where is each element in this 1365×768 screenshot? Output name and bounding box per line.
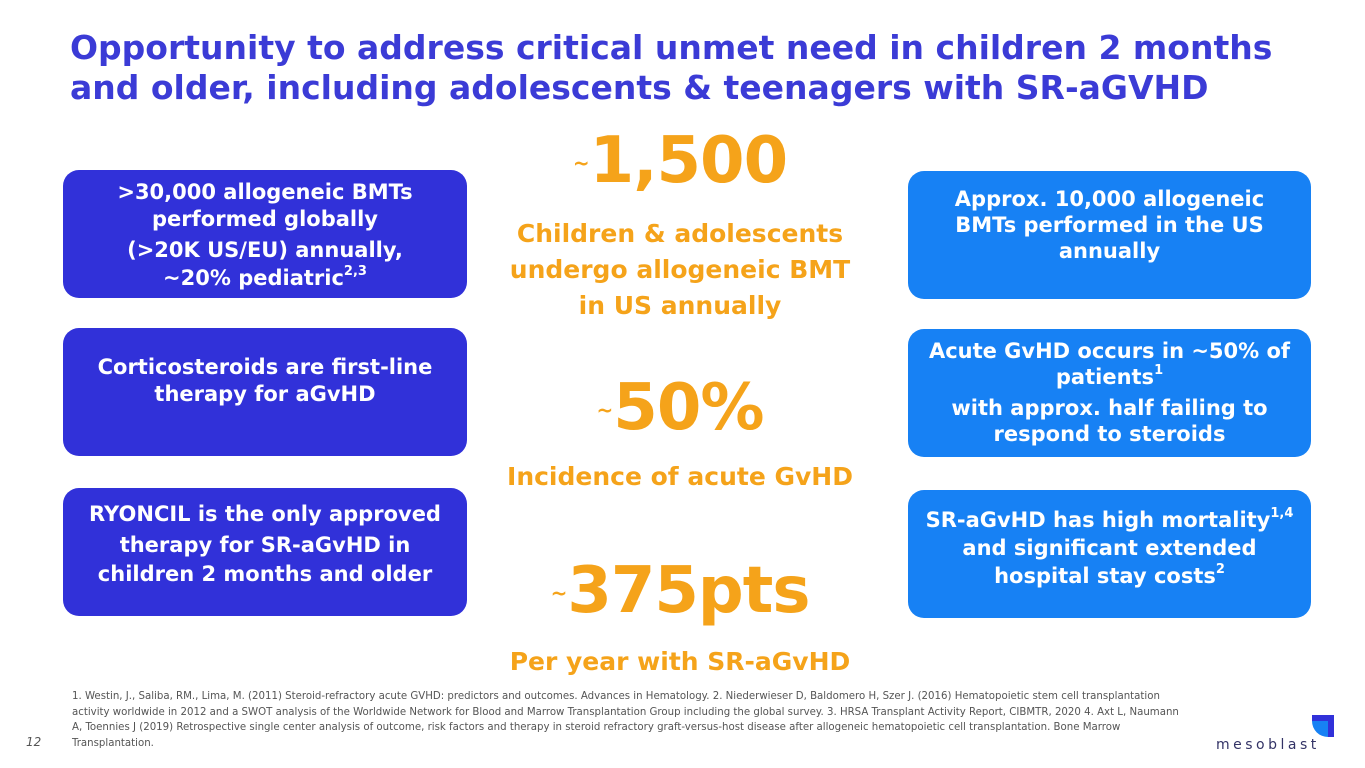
fact-box-mortality xyxy=(908,490,1311,618)
fact-line xyxy=(922,363,1297,392)
fact-line: with approx. half failing to xyxy=(951,396,1268,420)
fact-text: SR-aGvHD has high mortality xyxy=(925,508,1271,532)
fact-box-acute-gvhd xyxy=(908,329,1311,457)
fact-line: Corticosteroids are first-line xyxy=(97,355,433,379)
fact-line xyxy=(922,562,1297,591)
footnote-ref: 2,3 xyxy=(343,264,367,279)
logo-wordmark: mesoblast xyxy=(1216,737,1320,753)
fact-box-bmts-global xyxy=(63,170,467,298)
fact-text: ~20% pediatric xyxy=(163,266,344,290)
footnotes: 1. Westin, J., Saliba, RM., Lima, M. (2011) Steroid-refractory acute GVHD: predictors and outcomes. Advances in Hematology. 2. Niederwieser D, Baldomero H, Szer J. (2016) Hematopoietic stem cell transplantation activity worldwide in 2012 and a SWOT analysis of the Worldwide Network for Blood and Marrow Transplantation Group including the global survey. 3. HRSA Transplant Activity Report, CIBMTR, 2020 4. Axt L, Naumann A, Toennies J (2019) Retrospective single center analysis of outcome, risk factors and therapy in steroid refractory graft-versus-host disease after allogeneic hematopoietic cell transplantation. Bone Marrow Transplantation. xyxy=(72,691,1179,749)
stat-desc-line: Per year with SR-aGvHD xyxy=(509,647,851,676)
fact-line xyxy=(922,506,1297,535)
stat-value: 1,500 xyxy=(589,124,788,198)
fact-line: Acute GvHD occurs in ~50% of xyxy=(928,339,1291,363)
stat-1500 xyxy=(497,125,863,197)
fact-line: (>20K US/EU) annually, xyxy=(127,238,403,262)
fact-line: therapy for SR-aGvHD in xyxy=(119,533,411,557)
stat-50-percent-description xyxy=(497,459,863,495)
stat-desc-line: Incidence of acute GvHD xyxy=(507,462,853,491)
stat-desc-line: undergo allogeneic BMT xyxy=(509,255,851,284)
footnote-ref: 1,4 xyxy=(1270,506,1294,521)
stat-value: 50% xyxy=(613,371,764,445)
stat-1500-description xyxy=(497,216,863,324)
fact-box-bmts-us xyxy=(908,171,1311,299)
mesoblast-logo xyxy=(1216,715,1336,755)
fact-text: patients xyxy=(1055,365,1155,389)
fact-line: children 2 months and older xyxy=(97,562,433,586)
fact-line: >30,000 allogeneic BMTs xyxy=(117,180,413,204)
fact-line: annually xyxy=(1058,239,1161,263)
tilde: ~ xyxy=(550,581,568,605)
stat-375pts-description xyxy=(497,644,863,680)
fact-line xyxy=(77,264,453,293)
fact-line: Approx. 10,000 allogeneic xyxy=(954,187,1265,211)
stat-50-percent xyxy=(497,372,863,444)
stat-375pts xyxy=(497,555,863,627)
fact-line: BMTs performed in the US xyxy=(955,213,1264,237)
fact-box-corticosteroids xyxy=(63,328,467,456)
fact-line: RYONCIL is the only approved xyxy=(89,502,441,526)
tilde: ~ xyxy=(596,398,614,422)
footnote-ref: 2 xyxy=(1215,562,1225,577)
fact-line: performed globally xyxy=(152,207,378,231)
stat-desc-line: in US annually xyxy=(578,291,782,320)
fact-line: therapy for aGvHD xyxy=(154,382,376,406)
fact-box-ryoncil xyxy=(63,488,467,616)
stat-value: 375pts xyxy=(567,554,810,628)
tilde: ~ xyxy=(572,151,590,175)
fact-line: and significant extended xyxy=(962,536,1257,560)
page-number: 12 xyxy=(26,735,42,749)
footnote-ref: 1 xyxy=(1154,363,1164,378)
page-title: Opportunity to address critical unmet need in children 2 months and older, including adolescents & teenagers with SR-aGVHD xyxy=(70,28,1273,107)
fact-line: respond to steroids xyxy=(993,422,1226,446)
stat-desc-line: Children & adolescents xyxy=(516,219,844,248)
fact-text: hospital stay costs xyxy=(994,564,1216,588)
logo-mark-icon xyxy=(1312,715,1334,737)
